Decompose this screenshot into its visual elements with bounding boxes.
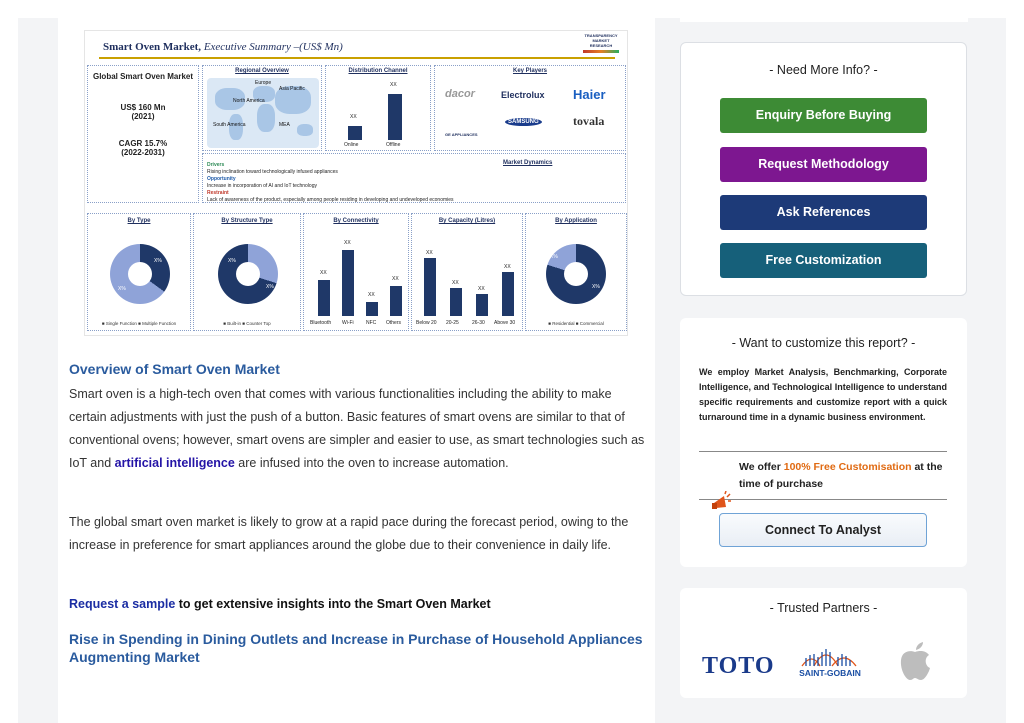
cap-xx-2: XX <box>452 280 459 286</box>
offer-after: at the time of purchase <box>739 461 943 490</box>
restraint-label: Restraint <box>207 190 229 196</box>
segment-by-type <box>87 213 191 331</box>
logo-samsung: SAMSUNG <box>505 118 542 126</box>
global-year: (2021) <box>131 112 155 121</box>
drivers-label: Drivers <box>207 162 225 168</box>
overview-paragraph-1 <box>69 383 649 475</box>
dynamics-label: Market Dynamics <box>503 160 553 166</box>
conn-cat-wifi: Wi-Fi <box>342 320 354 326</box>
drivers-text: Rising inclination toward technologically infused appliances <box>207 169 338 175</box>
logo-ge: GE APPLIANCES <box>445 132 478 137</box>
divider <box>699 451 947 452</box>
region-europe: Europe <box>255 80 272 86</box>
key-players-box <box>434 65 626 151</box>
key-players-label: Key Players <box>512 68 548 74</box>
rise-heading: Rise in Spending in Dining Outlets and Increase in Purchase of Household Appliances Augmenting Market <box>69 631 643 665</box>
global-value: US$ 160 Mn <box>120 103 166 112</box>
regional-overview-box <box>202 65 322 151</box>
logo-tovala: tovala <box>573 114 605 128</box>
need-more-info-heading: - Need More Info? - <box>769 63 878 77</box>
saint-gobain-arch-icon <box>792 644 868 668</box>
cap-xx-3: XX <box>478 286 485 292</box>
cap-cat-below20: Below 20 <box>416 320 437 326</box>
conn-cat-others: Others <box>386 320 402 326</box>
customize-report-card <box>680 318 967 567</box>
saint-gobain-logo <box>792 644 868 680</box>
tmr-logo-text: TRANSPARENCY MARKET RESEARCH <box>584 33 618 48</box>
region-south-america: South America <box>213 122 246 128</box>
global-title: Global Smart Oven Market <box>92 72 194 81</box>
dist-label-online: Online <box>344 142 359 148</box>
dist-label-offline: Offline <box>386 142 401 148</box>
conn-bar-bluetooth <box>318 280 330 316</box>
seg-capacity-label: By Capacity (Litres) <box>438 218 496 224</box>
market-dynamics-box <box>202 153 626 203</box>
seg-application-legend: ■ Residential ■ Commercial <box>548 321 604 326</box>
seg-type-label: By Type <box>127 218 151 224</box>
seg-structure-legend: ■ Built-in ■ Counter Top <box>223 321 271 326</box>
regional-label: Regional Overview <box>235 68 289 74</box>
dist-bar-offline <box>388 94 402 140</box>
dynamics-text <box>207 162 454 204</box>
artificial-intelligence-link[interactable]: artificial intelligence <box>114 456 235 470</box>
cap-bar-20-25 <box>450 288 462 316</box>
request-sample-link[interactable]: Request a sample <box>69 597 176 611</box>
donut-structure <box>218 244 278 304</box>
offer-highlight: 100% Free Customisation <box>783 461 912 473</box>
dist-xx-offline: XX <box>390 82 397 88</box>
free-customisation-offer <box>739 459 949 493</box>
conn-xx-4: XX <box>392 276 399 282</box>
seg-connectivity-label: By Connectivity <box>333 218 379 224</box>
request-sample-rest: to get extensive insights into the Smart Oven Market <box>175 597 491 611</box>
distribution-label: Distribution Channel <box>348 68 408 74</box>
segment-by-application <box>525 213 627 331</box>
request-sample-line <box>69 597 491 611</box>
cap-cat-20-25: 20-25 <box>446 320 459 326</box>
trusted-partners-card <box>680 588 967 698</box>
conn-xx-3: XX <box>368 292 375 298</box>
donut-type <box>110 244 170 304</box>
distribution-channel-box <box>325 65 431 151</box>
logo-haier: Haier <box>573 87 606 102</box>
connect-to-analyst-button[interactable]: Connect To Analyst <box>719 513 927 547</box>
infographic-title <box>103 41 343 53</box>
cap-cat-above30: Above 30 <box>494 320 516 326</box>
opportunity-text: Increase in incorporation of AI and IoT technology <box>207 183 317 189</box>
seg-type-legend: ■ Single Function ■ Multiple Function <box>101 321 177 326</box>
cap-bar-26-30 <box>476 294 488 316</box>
trusted-partners-heading: - Trusted Partners - <box>769 601 878 615</box>
region-apac: Asia Pacific <box>279 86 305 92</box>
conn-cat-bluetooth: Bluetooth <box>310 320 332 326</box>
cap-cat-26-30: 26-30 <box>472 320 485 326</box>
region-north-america: North America <box>233 98 265 104</box>
toto-logo: TOTO <box>702 653 775 679</box>
cap-bar-above30 <box>502 272 514 316</box>
saint-gobain-text: SAINT-GOBAIN <box>799 668 861 678</box>
opportunity-label: Opportunity <box>207 176 236 182</box>
customize-heading: - Want to customize this report? - <box>731 336 916 350</box>
ask-references-button[interactable]: Ask References <box>720 195 927 230</box>
segment-by-connectivity <box>303 213 409 331</box>
restraint-text: Lack of awareness of the product, especially among people residing in developing and undeveloped economies <box>207 197 454 203</box>
conn-bar-nfc <box>366 302 378 316</box>
cap-xx-4: XX <box>504 264 511 270</box>
divider <box>699 499 947 500</box>
enquiry-before-buying-button[interactable]: Enquiry Before Buying <box>720 98 927 133</box>
seg-structure-label: By Structure Type <box>221 218 273 224</box>
conn-xx-1: XX <box>320 270 327 276</box>
dist-xx-online: XX <box>350 114 357 120</box>
conn-cat-nfc: NFC <box>366 320 377 326</box>
need-more-info-card <box>680 42 967 296</box>
overview-heading: Overview of Smart Oven Market <box>69 361 280 377</box>
cap-xx-1: XX <box>426 250 433 256</box>
sidebar-top-strip <box>680 18 968 22</box>
type-pct-1: X% <box>154 258 162 264</box>
cagr-years: (2022-2031) <box>121 148 165 157</box>
conn-xx-2: XX <box>344 240 351 246</box>
structure-pct-1: X% <box>228 258 236 264</box>
conn-bar-others <box>390 286 402 316</box>
overview-paragraph-2: The global smart oven market is likely to grow at a rapid pace during the forecast period, owing to the increase in preference for smart appliances around the globe due to their convenience in daily life. <box>69 515 629 552</box>
request-methodology-button[interactable]: Request Methodology <box>720 147 927 182</box>
region-mea: MEA <box>279 122 290 128</box>
title-underline <box>99 57 615 59</box>
offer-before: We offer <box>739 461 784 473</box>
app-pct-1: X% <box>550 254 558 260</box>
segment-by-structure <box>193 213 301 331</box>
seg-application-label: By Application <box>555 218 597 224</box>
customize-description: We employ Market Analysis, Benchmarking, Corporate Intelligence, and Technological Intelligence to understand specific requirements and customize report with a quick turnaround time in a dynamic business environment. <box>699 367 947 422</box>
infographic-title-main: Smart Oven Market, <box>103 41 202 53</box>
executive-summary-infographic[interactable] <box>84 30 628 336</box>
donut-application <box>546 244 606 304</box>
type-pct-2: X% <box>118 286 126 292</box>
free-customization-button[interactable]: Free Customization <box>720 243 927 278</box>
logo-dacor: dacor <box>445 88 475 100</box>
segment-by-capacity <box>411 213 523 331</box>
apple-logo-icon <box>894 640 936 684</box>
cap-bar-below20 <box>424 258 436 316</box>
megaphone-icon <box>710 491 732 513</box>
dist-bar-online <box>348 126 362 140</box>
cagr-value: CAGR 15.7% <box>118 139 168 148</box>
structure-pct-2: X% <box>266 284 274 290</box>
p1-text-after: are infused into the oven to increase automation. <box>234 456 509 470</box>
p1-text-before: Smart oven is a high-tech oven that comes with various functionalities including the ability to make certain adjustments with just the push of a button. Basic features of smart ovens are similar to that of conventional ovens; however, smart ovens are simpler and easier to use, as smart technologies such as IoT and <box>69 387 645 470</box>
app-pct-2: X% <box>592 284 600 290</box>
world-map <box>207 78 319 148</box>
infographic-title-sub: Executive Summary –(US$ Mn) <box>203 41 343 53</box>
tmr-logo <box>583 33 619 55</box>
conn-bar-wifi <box>342 250 354 316</box>
logo-electrolux: Electrolux <box>501 90 545 100</box>
global-market-box <box>87 65 199 203</box>
